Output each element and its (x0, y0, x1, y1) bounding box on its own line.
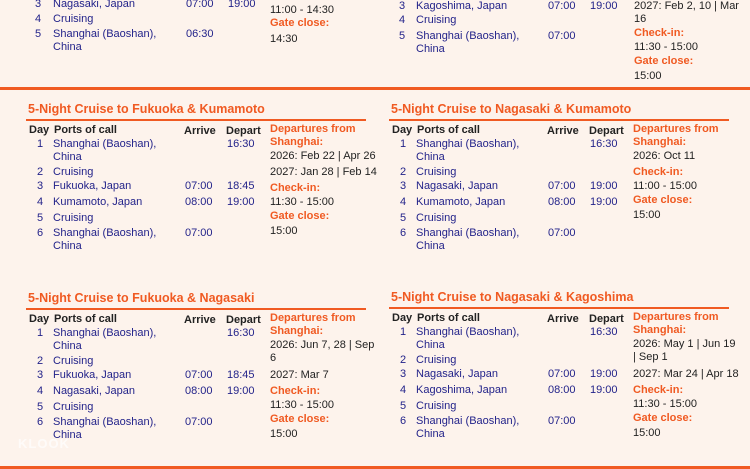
day-number: 1 (37, 138, 44, 150)
departure-dates: 2027: Feb 2, 10 | Mar 16 (634, 0, 739, 25)
depart-time: 19:00 (590, 0, 618, 12)
checkin-label: Check-in: (270, 385, 321, 397)
depart-time: 19:00 (590, 196, 618, 208)
port-name: Cruising (53, 355, 94, 367)
departure-dates: 2027: Mar 7 (270, 369, 329, 381)
port-name: Cruising (53, 401, 94, 413)
checkin-label: Check-in: (270, 182, 321, 194)
cruise-title: 5-Night Cruise to Nagasaki & Kumamoto (391, 102, 632, 116)
departure-dates: 2026: May 1 | Jun 19 | Sep 1 (633, 338, 736, 363)
gate-close-label: Gate close: (633, 412, 693, 424)
day-number: 2 (37, 166, 44, 178)
gate-close-label: Gate close: (270, 413, 330, 425)
day-number: 5 (399, 30, 406, 42)
depart-time: 19:00 (590, 180, 618, 192)
port-name: Nagasaki, Japan (416, 180, 498, 192)
arrive-time: 07:00 (185, 227, 213, 239)
port-name: Kagoshima, Japan (416, 0, 508, 12)
arrive-time: 07:00 (548, 227, 576, 239)
departures-label: Departures from Shanghai: (270, 123, 356, 148)
depart-time: 16:30 (227, 327, 255, 339)
checkin-value: 11:00 - 14:30 (270, 4, 335, 16)
title-underline (26, 119, 366, 121)
day-number: 3 (37, 369, 44, 381)
checkin-value: 11:30 - 15:00 (270, 399, 335, 411)
port-name: Shanghai (Baoshan), China (53, 138, 157, 163)
day-number: 4 (400, 196, 407, 208)
departure-dates: 2026: Feb 22 | Apr 26 (270, 150, 376, 162)
day-number: 2 (400, 354, 407, 366)
port-name: Shanghai (Baoshan), China (53, 227, 157, 252)
arrive-time: 07:00 (548, 30, 576, 42)
day-number: 2 (400, 166, 407, 178)
watermark: KLOOK (18, 436, 70, 451)
header-arrive: Arrive (547, 125, 579, 137)
arrive-time: 08:00 (548, 384, 576, 396)
port-name: Cruising (416, 14, 457, 26)
day-number: 3 (400, 180, 407, 192)
gate-close-value: 15:00 (633, 209, 661, 221)
depart-time: 19:00 (590, 368, 618, 380)
port-name: Cruising (53, 166, 94, 178)
day-number: 3 (399, 0, 406, 12)
day-number: 4 (37, 196, 44, 208)
departures-label: Departures from Shanghai: (270, 312, 356, 337)
day-number: 4 (37, 385, 44, 397)
day-number: 4 (399, 14, 406, 26)
header-ports: Ports of call (417, 124, 480, 136)
header-day: Day (392, 312, 413, 324)
gate-close-value: 15:00 (633, 427, 661, 439)
header-arrive: Arrive (184, 314, 216, 326)
checkin-value: 11:30 - 15:00 (270, 196, 335, 208)
port-name: Cruising (416, 354, 457, 366)
depart-time: 19:00 (228, 0, 256, 10)
departure-dates: 2026: Jun 7, 28 | Sep 6 (270, 339, 375, 364)
depart-time: 16:30 (227, 138, 255, 150)
day-number: 1 (37, 327, 44, 339)
departures-label: Departures from Shanghai: (633, 123, 719, 148)
port-name: Shanghai (Baoshan), China (416, 30, 520, 55)
port-name: Shanghai (Baoshan), China (53, 327, 157, 352)
header-depart: Depart (226, 125, 261, 137)
day-number: 5 (400, 212, 407, 224)
cruise-title: 5-Night Cruise to Fukuoka & Nagasaki (28, 291, 255, 305)
day-number: 3 (37, 180, 44, 192)
gate-close-value: 15:00 (270, 225, 298, 237)
gate-close-label: Gate close: (270, 17, 330, 29)
port-name: Nagasaki, Japan (416, 368, 498, 380)
section-divider (0, 87, 750, 90)
depart-time: 19:00 (590, 384, 618, 396)
gate-close-value: 15:00 (634, 70, 662, 82)
depart-time: 16:30 (590, 138, 618, 150)
depart-time: 19:00 (227, 196, 255, 208)
departure-dates: 2026: Oct 11 (633, 150, 696, 162)
port-name: Fukuoka, Japan (53, 369, 132, 381)
port-name: Kumamoto, Japan (416, 196, 506, 208)
checkin-label: Check-in: (634, 27, 685, 39)
cruise-title: 5-Night Cruise to Fukuoka & Kumamoto (28, 102, 265, 116)
depart-time: 18:45 (227, 180, 255, 192)
arrive-time: 07:00 (548, 368, 576, 380)
header-ports: Ports of call (417, 312, 480, 324)
arrive-time: 07:00 (548, 180, 576, 192)
port-name: Nagasaki, Japan (53, 0, 135, 10)
port-name: Shanghai (Baoshan), China (416, 227, 520, 252)
header-arrive: Arrive (547, 313, 579, 325)
gate-close-value: 14:30 (270, 33, 298, 45)
header-depart: Depart (589, 313, 624, 325)
departure-dates: 2027: Jan 28 | Feb 14 (270, 166, 377, 178)
day-number: 2 (37, 355, 44, 367)
day-number: 6 (37, 227, 44, 239)
gate-close-label: Gate close: (270, 210, 330, 222)
port-name: Cruising (416, 400, 457, 412)
checkin-value: 11:30 - 15:00 (633, 398, 698, 410)
gate-close-label: Gate close: (634, 55, 694, 67)
day-number: 3 (35, 0, 42, 10)
day-number: 6 (37, 416, 44, 428)
title-underline (389, 119, 729, 121)
departures-label: Departures from Shanghai: (633, 311, 719, 336)
checkin-value: 11:00 - 15:00 (633, 180, 698, 192)
port-name: Shanghai (Baoshan), China (416, 138, 520, 163)
day-number: 6 (400, 415, 407, 427)
departure-dates: 2027: Mar 24 | Apr 18 (633, 368, 739, 380)
day-number: 1 (400, 138, 407, 150)
port-name: Shanghai (Baoshan), China (416, 326, 520, 351)
header-day: Day (29, 313, 50, 325)
header-arrive: Arrive (184, 125, 216, 137)
port-name: Cruising (53, 212, 94, 224)
arrive-time: 07:00 (185, 369, 213, 381)
port-name: Shanghai (Baoshan), China (416, 415, 520, 440)
arrive-time: 08:00 (185, 385, 213, 397)
header-ports: Ports of call (54, 124, 117, 136)
day-number: 4 (400, 384, 407, 396)
arrive-time: 08:00 (185, 196, 213, 208)
day-number: 5 (37, 401, 44, 413)
port-name: Fukuoka, Japan (53, 180, 132, 192)
depart-time: 16:30 (590, 326, 618, 338)
gate-close-value: 15:00 (270, 428, 298, 440)
day-number: 3 (400, 368, 407, 380)
day-number: 6 (400, 227, 407, 239)
cruise-title: 5-Night Cruise to Nagasaki & Kagoshima (391, 290, 634, 304)
arrive-time: 07:00 (548, 415, 576, 427)
header-depart: Depart (589, 125, 624, 137)
day-number: 5 (400, 400, 407, 412)
port-name: Shanghai (Baoshan), China (53, 28, 157, 53)
port-name: Cruising (416, 212, 457, 224)
port-name: Shanghai (Baoshan), China (53, 416, 157, 441)
title-underline (26, 308, 366, 310)
arrive-time: 07:00 (186, 0, 214, 10)
header-depart: Depart (226, 314, 261, 326)
header-ports: Ports of call (54, 313, 117, 325)
arrive-time: 07:00 (185, 416, 213, 428)
port-name: Cruising (416, 166, 457, 178)
day-number: 4 (35, 13, 42, 25)
port-name: Kagoshima, Japan (416, 384, 508, 396)
arrive-time: 07:00 (548, 0, 576, 12)
arrive-time: 06:30 (186, 28, 214, 40)
day-number: 1 (400, 326, 407, 338)
depart-time: 19:00 (227, 385, 255, 397)
day-number: 5 (35, 28, 42, 40)
gate-close-label: Gate close: (633, 194, 693, 206)
checkin-value: 11:30 - 15:00 (634, 41, 699, 53)
arrive-time: 08:00 (548, 196, 576, 208)
checkin-label: Check-in: (633, 166, 684, 178)
depart-time: 18:45 (227, 369, 255, 381)
header-day: Day (29, 124, 50, 136)
port-name: Cruising (53, 13, 94, 25)
header-day: Day (392, 124, 413, 136)
checkin-label: Check-in: (633, 384, 684, 396)
arrive-time: 07:00 (185, 180, 213, 192)
port-name: Nagasaki, Japan (53, 385, 135, 397)
port-name: Kumamoto, Japan (53, 196, 143, 208)
title-underline (389, 307, 729, 309)
day-number: 5 (37, 212, 44, 224)
